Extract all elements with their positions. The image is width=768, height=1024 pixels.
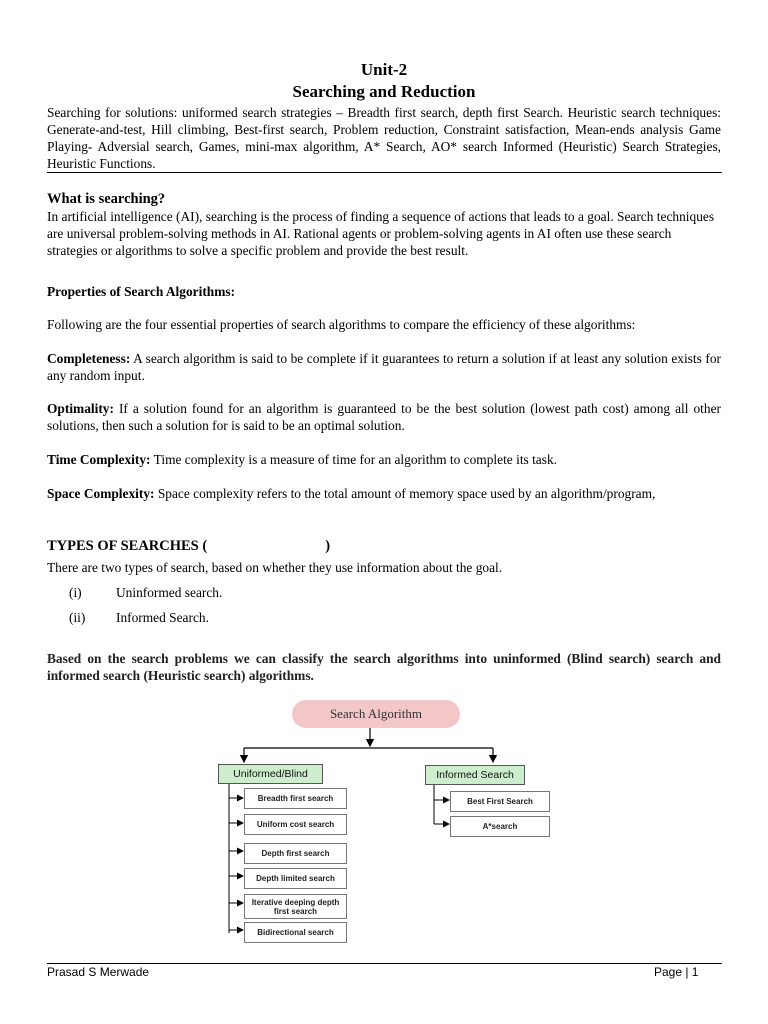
list-item-label: Informed Search.	[116, 610, 209, 625]
list-item-number: (i)	[69, 585, 82, 600]
list-item	[69, 584, 222, 601]
list-item	[69, 609, 209, 626]
time-complexity-paragraph	[47, 451, 721, 468]
classification-paragraph: Based on the search problems we can classify the search algorithms into uninformed (Blind search) search and informed search (Heuristic search) algorithms.	[47, 651, 721, 683]
what-is-searching-heading: What is searching?	[47, 191, 166, 207]
footer-divider	[47, 963, 722, 964]
time-complexity-text: Time complexity is a measure of time for an algorithm to complete its task.	[150, 452, 558, 467]
space-complexity-text: Space complexity refers to the total amount of memory space used by an algorithm/program,	[154, 486, 656, 501]
list-item-label: Uninformed search.	[116, 585, 223, 600]
properties-heading: Properties of Search Algorithms:	[47, 284, 236, 299]
page-title: Searching and Reduction	[292, 82, 476, 101]
leaf-node: Best First Search	[450, 791, 550, 812]
footer-author: Prasad S Merwade	[47, 965, 150, 979]
list-item-number: (ii)	[69, 610, 86, 625]
what-is-searching-body: In artificial intelligence (AI), searching is the process of finding a sequence of actions that leads to a goal. Search techniques are universal problem-solving methods in AI. Rational agents or problem-solving agents in AI often use these search strategies or algorithms to solve a specific problem and provide the best result.	[47, 209, 715, 258]
completeness-paragraph	[47, 350, 721, 384]
leaf-node: A*search	[450, 816, 550, 837]
unit-title: Unit-2	[360, 60, 408, 79]
types-heading-text: TYPES OF SEARCHES (	[47, 538, 208, 554]
leaf-node: Uniform cost search	[244, 814, 347, 835]
syllabus-paragraph: Searching for solutions: uniformed search strategies – Breadth first search, depth first Search. Heuristic search techniques: Generate-and-test, Hill climbing, Best-first search, Problem reduction, Constraint satisfaction, Mean-ends analysis Game Playing- Adversial search, Games, mini-max algorithm, A* Search, AO* search Informed (Heuristic) Search Strategies, Heuristic Functions.	[47, 105, 721, 171]
properties-intro: Following are the four essential properties of search algorithms to compare the efficiency of these algorithms:	[47, 317, 636, 332]
space-complexity-paragraph	[47, 485, 721, 502]
root-node: Search Algorithm	[292, 700, 460, 728]
uninformed-node: Uniformed/Blind	[218, 764, 323, 784]
leaf-node: Depth first search	[244, 843, 347, 864]
space-complexity-label: Space Complexity:	[47, 486, 155, 501]
leaf-node: Bidirectional search	[244, 922, 347, 943]
informed-node: Informed Search	[425, 765, 525, 785]
footer-page-number: Page | 1	[654, 965, 699, 979]
leaf-node: Iterative deeping depth first search	[244, 894, 347, 919]
types-intro: There are two types of search, based on whether they use information about the goal.	[47, 560, 503, 575]
types-heading	[47, 537, 330, 555]
optimality-label: Optimality:	[47, 401, 114, 416]
completeness-text: A search algorithm is said to be complete if it guarantees to return a solution if at least any solution exists for any random input.	[47, 351, 721, 383]
optimality-text: If a solution found for an algorithm is guaranteed to be the best solution (lowest path cost) among all other solutions, then such a solution for is said to be an optimal solution.	[47, 401, 721, 433]
leaf-node: Depth limited search	[244, 868, 347, 889]
time-complexity-label: Time Complexity:	[47, 452, 151, 467]
header-divider	[47, 172, 722, 173]
leaf-node: Breadth first search	[244, 788, 347, 809]
optimality-paragraph	[47, 400, 721, 434]
types-heading-close: )	[325, 538, 331, 554]
completeness-label: Completeness:	[47, 351, 131, 366]
